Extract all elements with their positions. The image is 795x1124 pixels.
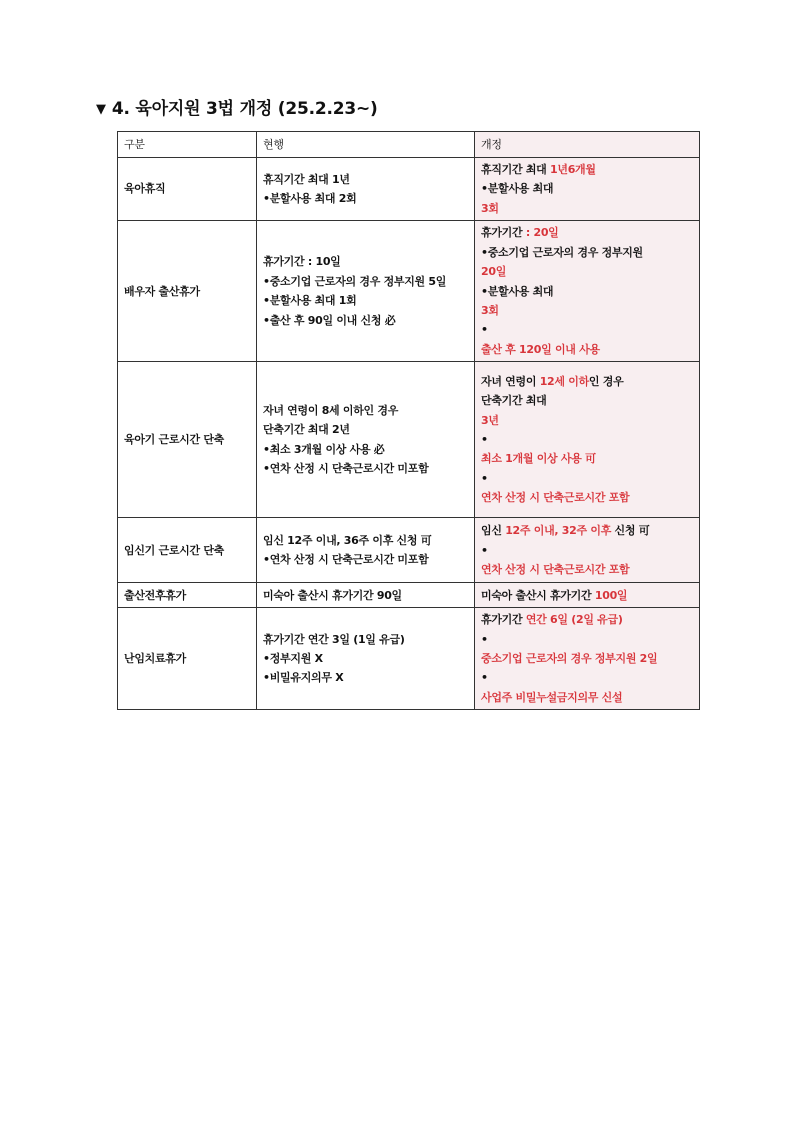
revised-text: 자녀 연령이 bbox=[481, 374, 540, 388]
current-line: •정부지원 X bbox=[263, 652, 323, 666]
row-current bbox=[257, 583, 475, 608]
revised-line bbox=[481, 372, 693, 391]
row-category: 육아휴직 bbox=[118, 158, 257, 221]
revised-text: 휴가기간 bbox=[481, 613, 526, 627]
row-category: 출산전후휴가 bbox=[118, 583, 257, 608]
revised-line bbox=[481, 160, 693, 179]
revised-highlight: 12주 이내, 32주 이후 bbox=[505, 524, 612, 538]
revised-highlight: 연차 산정 시 단축근로시간 포함 bbox=[481, 491, 630, 505]
revised-text: 휴가기간 bbox=[481, 226, 523, 240]
comparison-table bbox=[117, 131, 700, 710]
revised-highlight: 3회 bbox=[481, 303, 499, 317]
revised-highlight: : 20일 bbox=[522, 226, 559, 240]
revised-line: •중소기업 근로자의 경우 정부지원 bbox=[481, 245, 643, 259]
revised-line bbox=[481, 521, 693, 540]
table-row bbox=[118, 221, 700, 362]
triangle-down-icon: ▼ bbox=[96, 102, 106, 117]
revised-highlight: 3년 bbox=[481, 413, 499, 427]
revised-highlight: 출산 후 120일 이내 사용 bbox=[481, 342, 600, 356]
revised-highlight: 최소 1개월 이상 사용 bbox=[481, 452, 586, 466]
revised-text: 미숙아 출산시 휴가기간 bbox=[481, 588, 595, 602]
revised-highlight: 사업주 비밀누설금지의무 신설 bbox=[481, 690, 623, 704]
revised-highlight: 12세 이하 bbox=[539, 374, 589, 388]
revised-line bbox=[481, 586, 693, 605]
current-line: •비밀유지의무 X bbox=[263, 671, 344, 685]
revised-text: 휴직기간 최대 bbox=[481, 163, 551, 176]
current-line: 단축기간 최대 2년 bbox=[263, 423, 350, 437]
revised-text: 신청 可 bbox=[611, 524, 650, 538]
row-current bbox=[257, 158, 475, 221]
row-revised bbox=[475, 362, 700, 518]
revised-line: •분할사용 최대 bbox=[481, 182, 554, 196]
revised-text: 인 경우 bbox=[588, 374, 624, 388]
row-category: 임신기 근로시간 단축 bbox=[118, 518, 257, 583]
revised-highlight: 중소기업 근로자의 경우 정부지원 2일 bbox=[481, 652, 658, 666]
section-title bbox=[96, 94, 378, 119]
row-revised bbox=[475, 221, 700, 362]
revised-highlight: 20일 bbox=[481, 265, 507, 279]
current-line: •중소기업 근로자의 경우 정부지원 5일 bbox=[263, 274, 447, 288]
bullet: • bbox=[481, 471, 488, 485]
current-line: •출산 후 90일 이내 신청 必 bbox=[263, 313, 396, 327]
header-current: 현행 bbox=[257, 132, 475, 158]
table-row bbox=[118, 518, 700, 583]
revised-line: 단축기간 최대 bbox=[481, 394, 547, 408]
bullet: • bbox=[481, 671, 488, 685]
bullet: • bbox=[481, 323, 488, 337]
current-line: •분할사용 최대 1회 bbox=[263, 294, 357, 308]
revised-highlight: 연간 6일 (2일 유급) bbox=[525, 613, 623, 627]
current-line: 자녀 연령이 8세 이하인 경우 bbox=[263, 403, 399, 417]
row-category: 육아기 근로시간 단축 bbox=[118, 362, 257, 518]
header-revised: 개정 bbox=[475, 132, 700, 158]
header-category: 구분 bbox=[118, 132, 257, 158]
revised-line bbox=[481, 610, 693, 629]
section-title-text: 4. 육아지원 3법 개정 (25.2.23~) bbox=[111, 99, 378, 119]
row-category: 난임치료휴가 bbox=[118, 608, 257, 710]
revised-highlight: 연차 산정 시 단축근로시간 포함 bbox=[481, 562, 630, 576]
row-revised bbox=[475, 583, 700, 608]
current-line: 휴가기간 : 10일 bbox=[263, 255, 341, 269]
revised-highlight: 可 bbox=[585, 452, 596, 466]
current-line: •최소 3개월 이상 사용 必 bbox=[263, 442, 385, 456]
row-revised bbox=[475, 518, 700, 583]
revised-highlight: 1년6개월 bbox=[550, 163, 596, 176]
table-header-row bbox=[118, 132, 700, 158]
row-revised bbox=[475, 158, 700, 221]
table-row bbox=[118, 608, 700, 710]
revised-line: •분할사용 최대 bbox=[481, 284, 554, 298]
revised-highlight: 3회 bbox=[481, 201, 499, 215]
bullet: • bbox=[481, 543, 488, 557]
current-line: 휴가기간 연간 3일 (1일 유급) bbox=[263, 632, 405, 646]
bullet: • bbox=[481, 433, 488, 447]
current-line: 임신 12주 이내, 36주 이후 신청 可 bbox=[263, 533, 432, 547]
row-category: 배우자 출산휴가 bbox=[118, 221, 257, 362]
revised-line bbox=[481, 223, 693, 242]
current-line: 미숙아 출산시 휴가기간 90일 bbox=[263, 588, 402, 602]
current-line: 휴직기간 최대 1년 bbox=[263, 172, 350, 186]
table-row bbox=[118, 158, 700, 221]
row-current bbox=[257, 608, 475, 710]
row-current bbox=[257, 221, 475, 362]
current-line: •연차 산정 시 단축근로시간 미포함 bbox=[263, 462, 429, 476]
table-row bbox=[118, 583, 700, 608]
current-line: •분할사용 최대 2회 bbox=[263, 192, 357, 206]
row-current bbox=[257, 518, 475, 583]
revised-text: 임신 bbox=[481, 524, 506, 538]
revised-highlight: 100일 bbox=[594, 588, 628, 602]
table-row bbox=[118, 362, 700, 518]
row-revised bbox=[475, 608, 700, 710]
current-line: •연차 산정 시 단축근로시간 미포함 bbox=[263, 553, 429, 567]
bullet: • bbox=[481, 632, 488, 646]
revised-line bbox=[481, 449, 693, 468]
row-current bbox=[257, 362, 475, 518]
